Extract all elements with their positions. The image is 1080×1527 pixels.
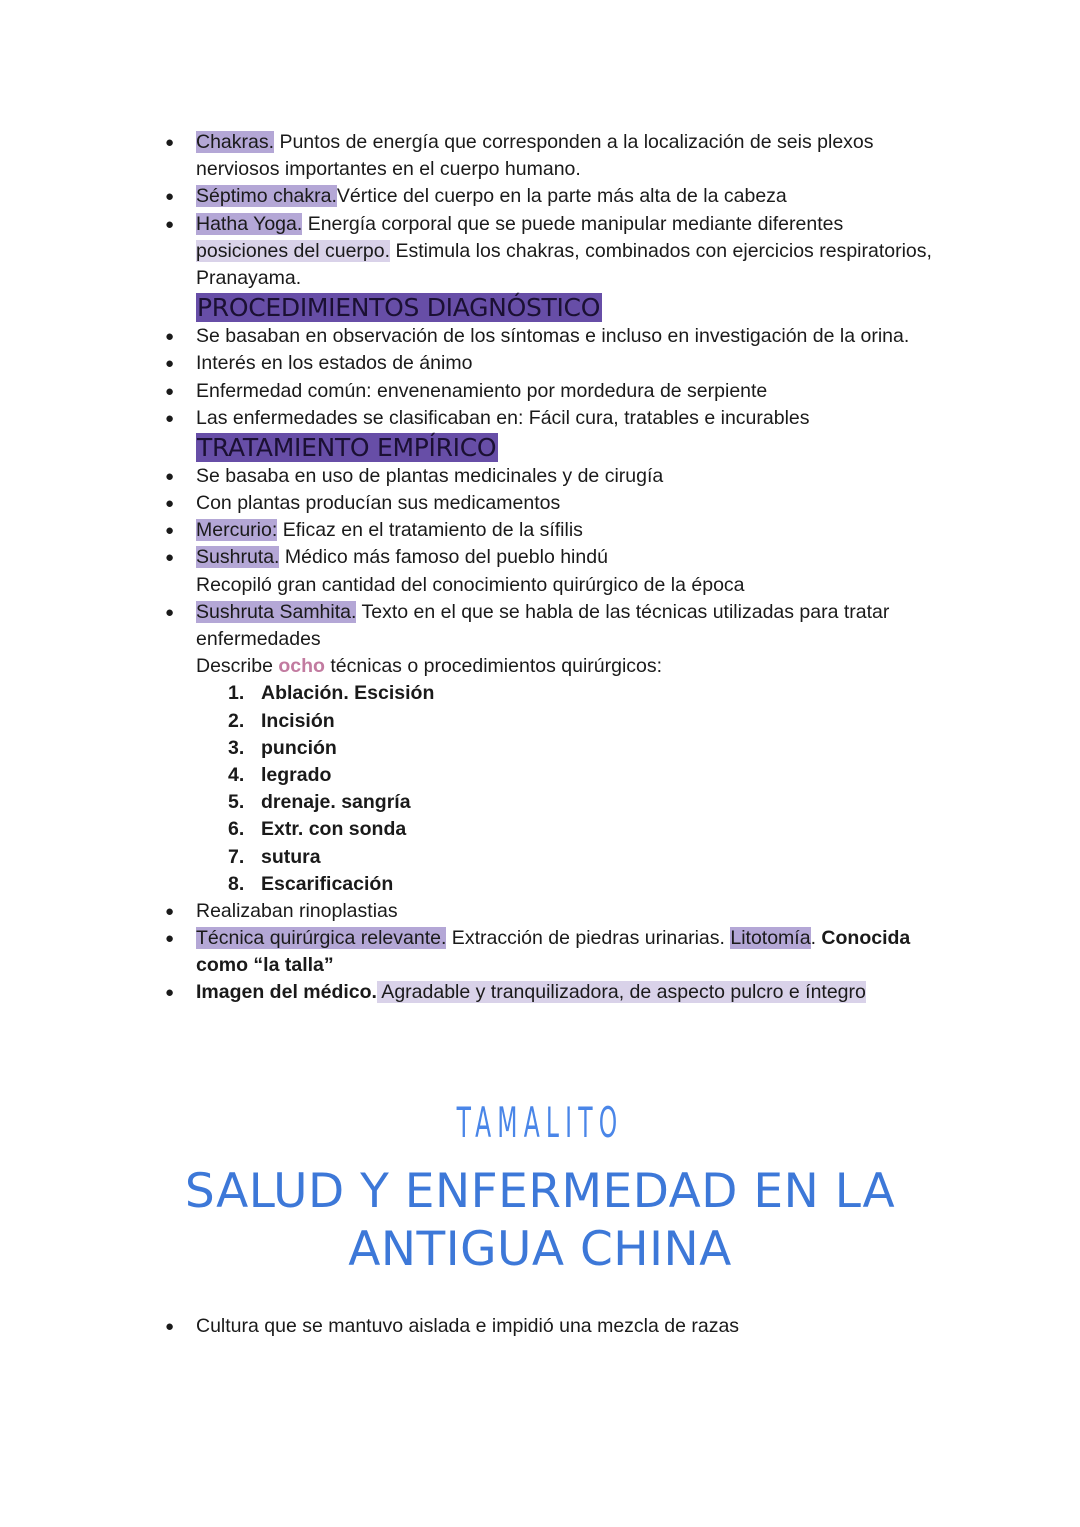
bullet-icon: ● bbox=[165, 409, 175, 427]
item-text: . bbox=[810, 927, 822, 950]
term-hatha-yoga: Hatha Yoga. bbox=[196, 212, 303, 235]
item-text: Ablación. Escisión bbox=[261, 682, 435, 705]
item-number: 8. bbox=[228, 872, 245, 895]
item-text: Estimula los chakras, combinados con ejercicios respiratorios, bbox=[390, 239, 932, 262]
item-text: punción bbox=[261, 736, 337, 759]
china-list bbox=[160, 1313, 960, 1340]
author-signature: TAMALITO bbox=[456, 1098, 624, 1147]
item-text: enfermedades bbox=[196, 628, 321, 650]
bullet-icon: ● bbox=[165, 382, 175, 400]
item-text: Extr. con sonda bbox=[261, 818, 407, 841]
item-number: 2. bbox=[228, 709, 245, 732]
ordered-item bbox=[160, 735, 960, 762]
list-item bbox=[160, 129, 960, 156]
ordered-item bbox=[160, 816, 960, 843]
item-number: 5. bbox=[228, 791, 245, 814]
title-line: ANTIGUA CHINA bbox=[348, 1222, 732, 1277]
list-item bbox=[160, 898, 960, 925]
highlight-text: posiciones del cuerpo. bbox=[196, 239, 391, 262]
item-text: Enfermedad común: envenenamiento por mordedura de serpiente bbox=[196, 379, 768, 402]
item-text: Puntos de energía que corresponden a la localización de seis plexos bbox=[274, 131, 874, 153]
item-text: Eficaz en el tratamiento de la sífilis bbox=[277, 519, 583, 542]
title-line: SALUD Y ENFERMEDAD EN LA bbox=[184, 1164, 896, 1219]
ordered-item bbox=[160, 844, 960, 871]
bullet-icon: ● bbox=[165, 134, 175, 151]
ordered-item bbox=[160, 789, 960, 816]
list-item bbox=[160, 211, 960, 238]
item-text: nerviosos importantes en el cuerpo humano. bbox=[196, 158, 581, 181]
bullet-icon: ● bbox=[165, 328, 175, 346]
list-item bbox=[160, 599, 960, 626]
list-item bbox=[160, 1313, 960, 1340]
list-item bbox=[160, 517, 960, 544]
item-text: Con plantas producían sus medicamentos bbox=[196, 492, 561, 515]
term-septimo-chakra: Séptimo chakra. bbox=[196, 185, 337, 208]
item-text: Interés en los estados de ánimo bbox=[196, 352, 473, 375]
term-imagen-medico: Imagen del médico. bbox=[196, 981, 377, 1004]
item-text: legrado bbox=[261, 763, 332, 786]
section-heading bbox=[160, 432, 960, 463]
item-text: Texto en el que se habla de las técnicas utilizadas para tratar bbox=[356, 600, 890, 623]
list-item bbox=[160, 925, 960, 952]
bold-text: Conocida bbox=[821, 927, 911, 950]
item-text: Cultura que se mantuvo aislada e impidió una mezcla de razas bbox=[196, 1315, 740, 1337]
ordered-item bbox=[160, 680, 960, 707]
list-item bbox=[160, 323, 960, 350]
list-item bbox=[160, 350, 960, 377]
list-item bbox=[160, 463, 960, 490]
list-item bbox=[160, 405, 960, 432]
techniques-list bbox=[160, 680, 960, 898]
item-text: Recopiló gran cantidad del conocimiento quirúrgico de la época bbox=[196, 573, 745, 596]
item-text: Energía corporal que se puede manipular mediante diferentes bbox=[302, 212, 844, 235]
item-number: 1. bbox=[228, 682, 245, 705]
ordered-item bbox=[160, 871, 960, 898]
item-text: drenaje. sangría bbox=[261, 791, 411, 814]
bullet-icon: ● bbox=[165, 188, 175, 206]
list-item-continuation bbox=[160, 653, 960, 680]
item-text: Se basaba en uso de plantas medicinales y de cirugía bbox=[196, 464, 664, 487]
list-item bbox=[160, 979, 960, 1006]
bullet-icon: ● bbox=[165, 215, 175, 233]
list-item bbox=[160, 183, 960, 210]
item-text: Incisión bbox=[261, 709, 335, 732]
item-number: 6. bbox=[228, 818, 245, 841]
page-title bbox=[0, 1163, 1080, 1279]
highlight-text: Agradable y tranquilizadora, de aspecto pulcro e íntegro bbox=[376, 981, 866, 1004]
list-item bbox=[160, 544, 960, 571]
bullet-icon: ● bbox=[165, 902, 175, 920]
list-item bbox=[160, 490, 960, 517]
list-item-continuation bbox=[160, 626, 960, 653]
list-item bbox=[160, 378, 960, 405]
item-text: Escarificación bbox=[261, 872, 394, 895]
section-heading bbox=[160, 292, 960, 323]
term-chakras: Chakras. bbox=[196, 131, 275, 153]
ordered-item bbox=[160, 708, 960, 735]
bullet-icon: ● bbox=[165, 522, 175, 540]
heading-tratamiento: TRATAMIENTO EMPÍRICO bbox=[197, 432, 497, 462]
item-text: Extracción de piedras urinarias. bbox=[446, 927, 731, 950]
bullet-icon: ● bbox=[165, 930, 175, 948]
item-number: 4. bbox=[228, 763, 245, 786]
list-item-continuation bbox=[160, 156, 960, 183]
heading-diagnostico: PROCEDIMIENTOS DIAGNÓSTICO bbox=[197, 293, 601, 323]
term-litotomia: Litotomía bbox=[730, 927, 811, 950]
item-text: sutura bbox=[261, 845, 321, 868]
item-number: 7. bbox=[228, 845, 245, 868]
item-text: Las enfermedades se clasificaban en: Fácil cura, tratables e incurables bbox=[196, 406, 810, 429]
bold-text: como “la talla” bbox=[196, 954, 334, 977]
item-text: Vértice del cuerpo en la parte más alta de la cabeza bbox=[336, 185, 787, 208]
bullet-icon: ● bbox=[165, 495, 175, 513]
bullet-icon: ● bbox=[165, 355, 175, 373]
term-sushruta-samhita: Sushruta Samhita. bbox=[196, 600, 357, 623]
list-item-continuation bbox=[160, 265, 960, 292]
term-tecnica: Técnica quirúrgica relevante. bbox=[196, 927, 447, 950]
item-text: técnicas o procedimientos quirúrgicos: bbox=[324, 655, 663, 678]
bullet-icon: ● bbox=[165, 467, 175, 485]
list-item-continuation bbox=[160, 238, 960, 265]
bullet-icon: ● bbox=[165, 984, 175, 1002]
bullet-icon: ● bbox=[165, 549, 175, 567]
highlight-ocho: ocho bbox=[278, 655, 325, 678]
notes-list bbox=[160, 129, 960, 1007]
term-sushruta: Sushruta. bbox=[196, 546, 280, 569]
list-item-continuation bbox=[160, 572, 960, 599]
term-mercurio: Mercurio: bbox=[196, 519, 278, 542]
item-text: Realizaban rinoplastias bbox=[196, 899, 398, 922]
ordered-item bbox=[160, 762, 960, 789]
item-text: Pranayama. bbox=[196, 266, 302, 289]
item-text: Describe bbox=[196, 655, 279, 678]
bullet-icon: ● bbox=[165, 1318, 175, 1335]
list-item-continuation bbox=[160, 952, 960, 979]
item-text: Médico más famoso del pueblo hindú bbox=[279, 546, 608, 569]
bullet-icon: ● bbox=[165, 603, 175, 621]
item-text: Se basaban en observación de los síntomas e incluso en investigación de la orina. bbox=[196, 325, 910, 348]
item-number: 3. bbox=[228, 736, 245, 759]
